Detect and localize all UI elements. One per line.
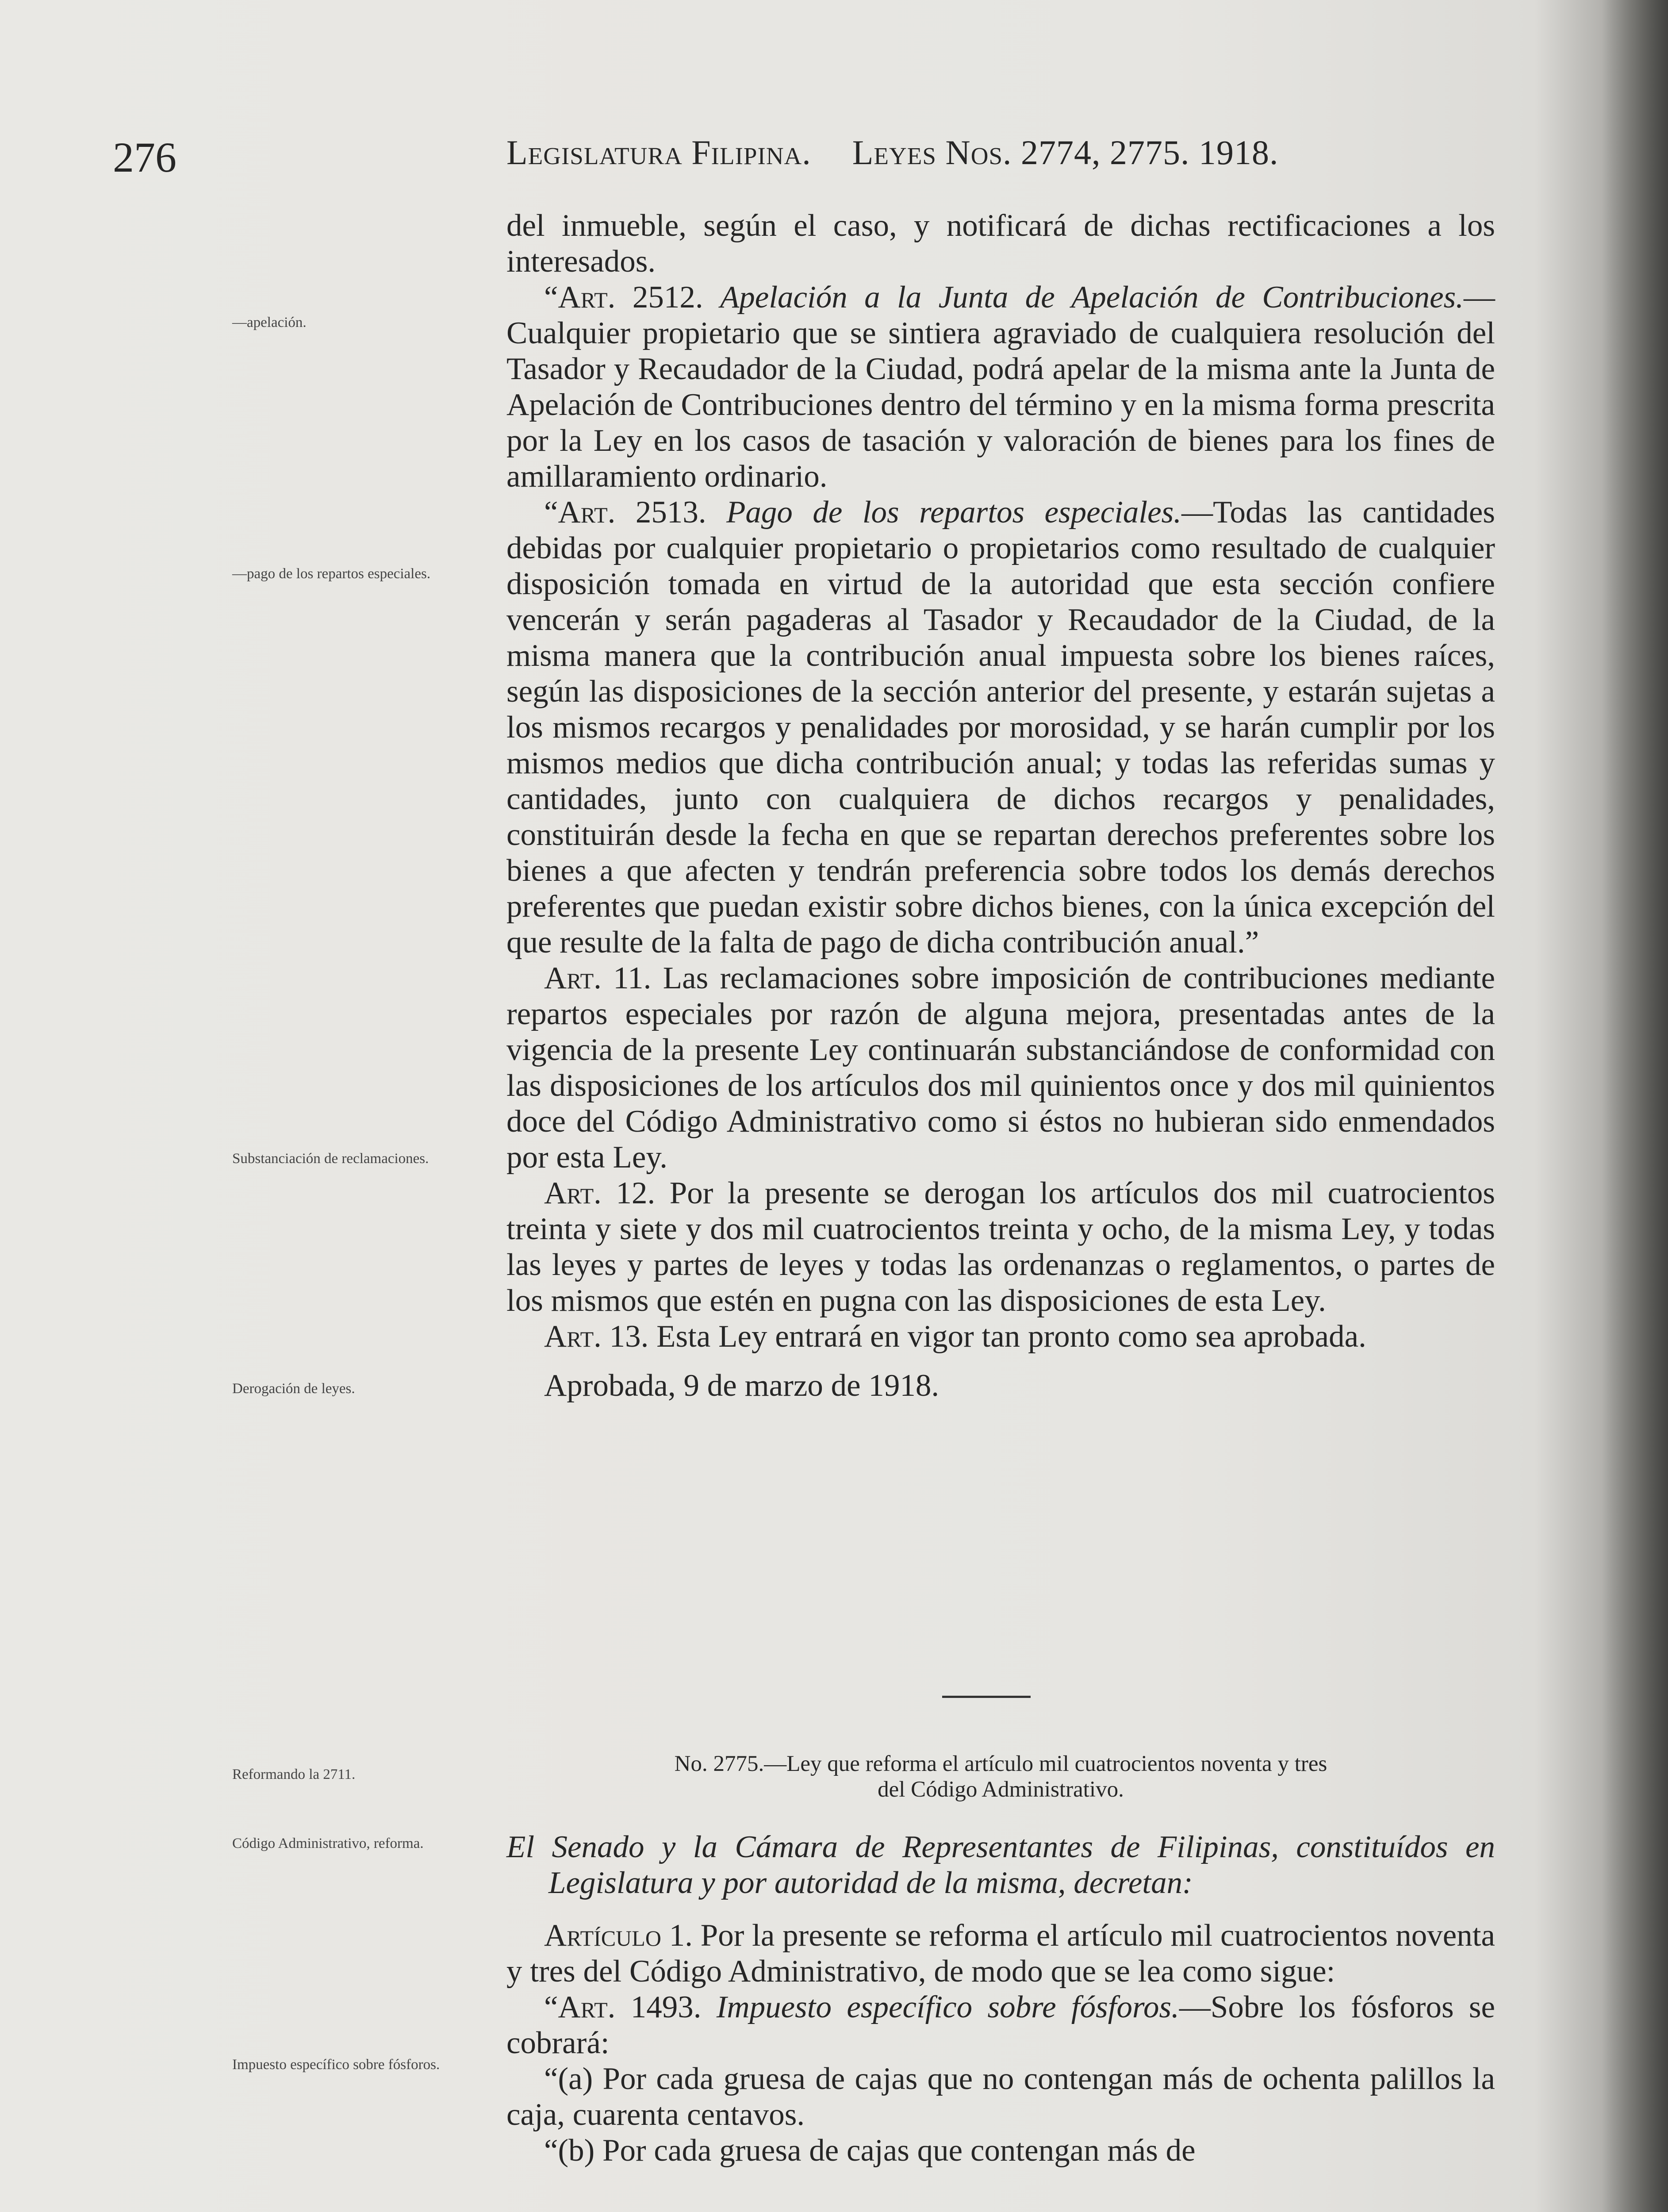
art-title: Pago de los repartos especiales.	[726, 495, 1182, 530]
enacting-clause: El Senado y la Cámara de Representantes de Filipinas, constituídos en Legislatura y por autoridad de la misma, decretan:	[506, 1830, 1495, 1900]
paragraph-art-2512	[506, 280, 1495, 495]
art-text: —Cualquier propietario que se sintiera agraviado de cualquiera resolución del Tasador y Recaudador de la Ciudad, podrá apelar de la misma ante la Junta de Apelación de Contribuciones dentro del término y en la misma forma prescrita por la Ley en los casos de tasación y valoración de bienes para los fines de amillaramiento ordinario.	[506, 280, 1495, 494]
paragraph-art-2513	[506, 495, 1495, 960]
art-text: 13. Esta Ley entrará en vigor tan pronto como sea aprobada.	[609, 1319, 1366, 1354]
art-title: Impuesto específico sobre fósforos.	[716, 1990, 1179, 2024]
art-number: 1493.	[630, 1990, 702, 2024]
book-spine-shadow	[1602, 0, 1668, 2212]
paragraph: del inmueble, según el caso, y notificará de dichas rectificaciones a los interesados.	[506, 208, 1495, 279]
paragraph-item-a: “(a) Por cada gruesa de cajas que no contengan más de ochenta palillos la caja, cuarenta centavos.	[506, 2062, 1495, 2132]
art-text: —Sobre los fósforos se cobrará:	[506, 1990, 1495, 2060]
margin-note-codigo: Código Administrativo, reforma.	[232, 1836, 424, 1851]
paragraph-art-1493	[506, 1989, 1495, 2061]
running-header	[506, 133, 1495, 173]
art-number: 2513.	[635, 495, 706, 530]
margin-note-impuesto: Impuesto específico sobre fósforos.	[232, 2057, 440, 2073]
art-label: Art.	[544, 961, 602, 995]
art-label: Art.	[544, 1319, 602, 1354]
art-text: 1. Por la presente se reforma el artículo mil cuatrocientos noventa y tres del Código Administrativo, de modo que se lea como sigue:	[506, 1918, 1495, 1989]
act-caption	[506, 1751, 1495, 1802]
header-left: Legislatura Filipina.	[506, 133, 811, 172]
art-text: —Todas las cantidades debidas por cualquier propietario o propietarios como resultado de cualquier disposición tomada en virtud de la autoridad que esta sección confiere vencerán y serán pagaderas al Tasador y Recaudador de la Ciudad, de la misma manera que la contribución anual impuesta sobre los bienes raíces, según las disposiciones de la sección anterior del presente, y estarán sujetas a los mismos recargos y penalidades por morosidad, y se harán cumplir por los mismos medios que dicha contribución anual; y todas las referidas sumas y cantidades, junto con cualquiera de dichos recargos y penalidades, constituirán desde la fecha en que se repartan derechos preferentes sobre los bienes a que afecten y tendrán preferencia sobre todos los demás derechos preferentes que puedan existir sobre dichos bienes, con la única excepción del que resulte de la falta de pago de dicha contribución anual.”	[506, 495, 1495, 960]
art-number: 2512.	[632, 280, 703, 315]
margin-note-derogacion: Derogación de leyes.	[232, 1381, 355, 1397]
paragraph-art-11	[506, 960, 1495, 1175]
art-label: “Art.	[544, 495, 616, 530]
art-text: 11. Las reclamaciones sobre imposición de contribuciones mediante repartos especiales por razón de alguna mejora, presentadas antes de la vigencia de la presente Ley continuarán substanciándose de conformidad con las disposiciones de los artículos dos mil quinientos once y dos mil quinientos doce del Código Administrativo como si éstos no hubieran sido enmendados por esta Ley.	[506, 961, 1495, 1175]
art-label: “Art.	[544, 1990, 616, 2024]
page-number: 276	[113, 134, 176, 181]
art-label: Art.	[544, 1176, 602, 1210]
art-label: “Art.	[544, 280, 616, 315]
margin-note-pago: —pago de los repartos especiales.	[232, 566, 431, 582]
art-title: Apelación a la Junta de Apelación de Contribuciones.	[720, 280, 1464, 315]
paragraph-art-13	[506, 1319, 1495, 1355]
main-text	[506, 208, 1495, 1404]
paragraph-articulo-1	[506, 1918, 1495, 1989]
act-caption-line: del Código Administrativo.	[878, 1777, 1124, 1802]
header-right: Leyes Nos. 2774, 2775. 1918.	[852, 133, 1279, 172]
art-text: 12. Por la presente se derogan los artículos dos mil cuatrocientos treinta y siete y dos mil cuatrocientos treinta y ocho, de la misma Ley, y todas las leyes y partes de leyes y todas las ordenanzas o reglamentos, o partes de los mismos que estén en pugna con las disposiciones de esta Ley.	[506, 1176, 1495, 1318]
margin-note-substanciacion: Substanciación de reclamaciones.	[232, 1151, 429, 1167]
art-label: Artículo	[544, 1918, 661, 1953]
section-divider	[942, 1696, 1031, 1698]
paragraph-item-b: “(b) Por cada gruesa de cajas que contengan más de	[544, 2133, 1196, 2168]
act-caption-line: No. 2775.—Ley que reforma el artículo mil cuatrocientos noventa y tres	[674, 1751, 1327, 1776]
approval-date: Aprobada, 9 de marzo de 1918.	[544, 1368, 939, 1403]
second-act-text	[506, 1829, 1495, 2169]
paragraph-art-12	[506, 1175, 1495, 1319]
margin-note-apelacion: —apelación.	[232, 315, 307, 330]
margin-note-reformando: Reformando la 2711.	[232, 1767, 356, 1782]
